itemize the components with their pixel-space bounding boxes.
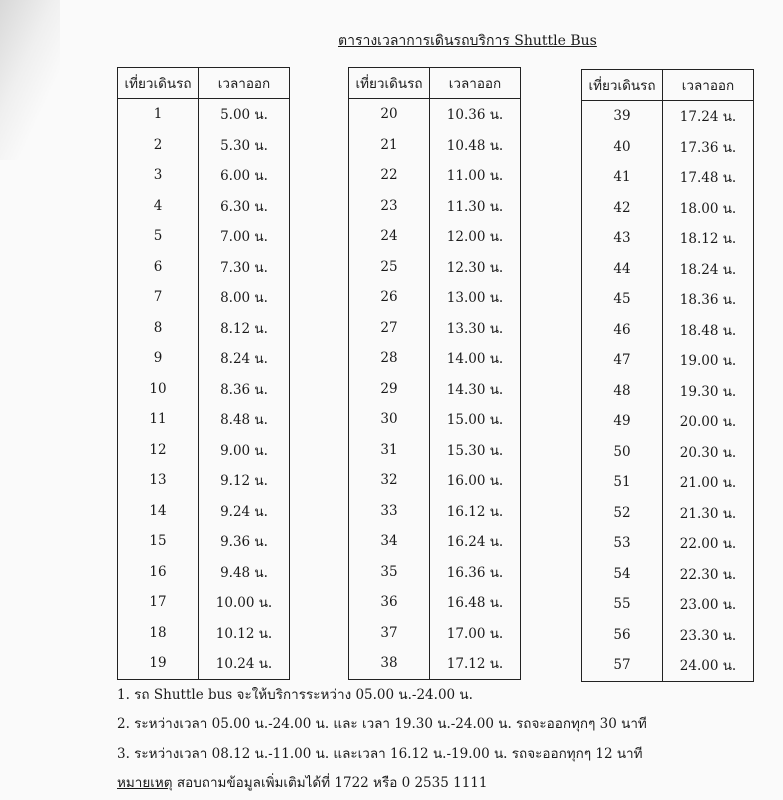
table-row bbox=[118, 587, 290, 618]
trip-number: 34 bbox=[349, 526, 430, 557]
trip-number: 43 bbox=[582, 223, 663, 254]
header-time: เวลาออก bbox=[663, 70, 754, 101]
table-row bbox=[118, 282, 290, 313]
table-row bbox=[582, 193, 754, 224]
departure-time: 16.00 น. bbox=[430, 465, 521, 496]
trip-number: 45 bbox=[582, 284, 663, 315]
schedule-table-2 bbox=[348, 67, 521, 680]
header-time: เวลาออก bbox=[430, 68, 521, 99]
departure-time: 20.30 น. bbox=[663, 437, 754, 468]
table-row bbox=[118, 465, 290, 496]
departure-time: 17.48 น. bbox=[663, 162, 754, 193]
trip-number: 7 bbox=[118, 282, 199, 313]
table-row bbox=[118, 618, 290, 649]
table-row bbox=[349, 587, 521, 618]
departure-time: 22.00 น. bbox=[663, 528, 754, 559]
departure-time: 12.30 น. bbox=[430, 252, 521, 283]
trip-number: 50 bbox=[582, 437, 663, 468]
trip-number: 40 bbox=[582, 132, 663, 163]
trip-number: 26 bbox=[349, 282, 430, 313]
table-row bbox=[582, 650, 754, 681]
table-row bbox=[349, 130, 521, 161]
table-row bbox=[582, 345, 754, 376]
trip-number: 17 bbox=[118, 587, 199, 618]
trip-number: 42 bbox=[582, 193, 663, 224]
table-row bbox=[349, 191, 521, 222]
departure-time: 11.00 น. bbox=[430, 160, 521, 191]
departure-time: 21.00 น. bbox=[663, 467, 754, 498]
table-row bbox=[349, 313, 521, 344]
trip-number: 25 bbox=[349, 252, 430, 283]
table-row bbox=[582, 284, 754, 315]
departure-time: 9.00 น. bbox=[199, 435, 290, 466]
table-row bbox=[118, 313, 290, 344]
table-row bbox=[118, 404, 290, 435]
trip-number: 28 bbox=[349, 343, 430, 374]
trip-number: 33 bbox=[349, 496, 430, 527]
departure-time: 10.12 น. bbox=[199, 618, 290, 649]
remark-label: หมายเหตุ bbox=[117, 775, 173, 791]
table-row bbox=[118, 160, 290, 191]
table-row bbox=[582, 101, 754, 132]
trip-number: 31 bbox=[349, 435, 430, 466]
table-row bbox=[118, 374, 290, 405]
table-row bbox=[349, 557, 521, 588]
table-row bbox=[582, 376, 754, 407]
table-row bbox=[349, 465, 521, 496]
trip-number: 23 bbox=[349, 191, 430, 222]
trip-number: 22 bbox=[349, 160, 430, 191]
table-row bbox=[582, 528, 754, 559]
table-row bbox=[118, 99, 290, 130]
departure-time: 6.00 น. bbox=[199, 160, 290, 191]
trip-number: 10 bbox=[118, 374, 199, 405]
departure-time: 18.36 น. bbox=[663, 284, 754, 315]
trip-number: 20 bbox=[349, 99, 430, 130]
departure-time: 10.00 น. bbox=[199, 587, 290, 618]
table-row bbox=[582, 406, 754, 437]
departure-time: 16.48 น. bbox=[430, 587, 521, 618]
table-row bbox=[582, 589, 754, 620]
trip-number: 37 bbox=[349, 618, 430, 649]
header-trip: เที่ยวเดินรถ bbox=[349, 68, 430, 99]
departure-time: 19.30 น. bbox=[663, 376, 754, 407]
trip-number: 14 bbox=[118, 496, 199, 527]
trip-number: 24 bbox=[349, 221, 430, 252]
trip-number: 54 bbox=[582, 559, 663, 590]
schedule-table-1 bbox=[117, 67, 290, 680]
table-row bbox=[349, 496, 521, 527]
departure-time: 18.24 น. bbox=[663, 254, 754, 285]
trip-number: 53 bbox=[582, 528, 663, 559]
trip-number: 36 bbox=[349, 587, 430, 618]
trip-number: 8 bbox=[118, 313, 199, 344]
departure-time: 17.24 น. bbox=[663, 101, 754, 132]
trip-number: 30 bbox=[349, 404, 430, 435]
departure-time: 13.00 น. bbox=[430, 282, 521, 313]
header-trip: เที่ยวเดินรถ bbox=[118, 68, 199, 99]
departure-time: 7.00 น. bbox=[199, 221, 290, 252]
table-row bbox=[582, 437, 754, 468]
trip-number: 1 bbox=[118, 99, 199, 130]
trip-number: 51 bbox=[582, 467, 663, 498]
departure-time: 18.48 น. bbox=[663, 315, 754, 346]
trip-number: 2 bbox=[118, 130, 199, 161]
trip-number: 19 bbox=[118, 648, 199, 679]
departure-time: 10.48 น. bbox=[430, 130, 521, 161]
table-row bbox=[118, 435, 290, 466]
trip-number: 44 bbox=[582, 254, 663, 285]
table-row bbox=[118, 496, 290, 527]
table-row bbox=[582, 254, 754, 285]
table-row bbox=[118, 526, 290, 557]
table-row bbox=[118, 191, 290, 222]
trip-number: 55 bbox=[582, 589, 663, 620]
trip-number: 9 bbox=[118, 343, 199, 374]
trip-number: 39 bbox=[582, 101, 663, 132]
departure-time: 15.00 น. bbox=[430, 404, 521, 435]
table-row bbox=[349, 648, 521, 679]
departure-time: 15.30 น. bbox=[430, 435, 521, 466]
table-row bbox=[582, 132, 754, 163]
table-row bbox=[118, 557, 290, 588]
departure-time: 9.48 น. bbox=[199, 557, 290, 588]
remark-text: สอบถามข้อมูลเพิ่มเติมได้ที่ 1722 หรือ 0 2535 1111 bbox=[176, 775, 488, 791]
departure-time: 16.24 น. bbox=[430, 526, 521, 557]
table-row bbox=[118, 130, 290, 161]
departure-time: 14.00 น. bbox=[430, 343, 521, 374]
departure-time: 18.00 น. bbox=[663, 193, 754, 224]
departure-time: 22.30 น. bbox=[663, 559, 754, 590]
departure-time: 17.12 น. bbox=[430, 648, 521, 679]
note-2: 2. ระหว่างเวลา 05.00 น.-24.00 น. และ เวลา 19.30 น.-24.00 น. รถจะออกทุกๆ 30 นาที bbox=[117, 716, 647, 732]
trip-number: 13 bbox=[118, 465, 199, 496]
page-title: ตารางเวลาการเดินรถบริการ Shuttle Bus bbox=[338, 33, 597, 49]
departure-time: 8.36 น. bbox=[199, 374, 290, 405]
trip-number: 47 bbox=[582, 345, 663, 376]
departure-time: 9.12 น. bbox=[199, 465, 290, 496]
departure-time: 24.00 น. bbox=[663, 650, 754, 681]
departure-time: 5.00 น. bbox=[199, 99, 290, 130]
departure-time: 16.12 น. bbox=[430, 496, 521, 527]
trip-number: 5 bbox=[118, 221, 199, 252]
departure-time: 5.30 น. bbox=[199, 130, 290, 161]
remark bbox=[117, 771, 487, 793]
departure-time: 21.30 น. bbox=[663, 498, 754, 529]
departure-time: 13.30 น. bbox=[430, 313, 521, 344]
trip-number: 38 bbox=[349, 648, 430, 679]
departure-time: 12.00 น. bbox=[430, 221, 521, 252]
departure-time: 9.36 น. bbox=[199, 526, 290, 557]
header-trip: เที่ยวเดินรถ bbox=[582, 70, 663, 101]
trip-number: 12 bbox=[118, 435, 199, 466]
header-time: เวลาออก bbox=[199, 68, 290, 99]
trip-number: 29 bbox=[349, 374, 430, 405]
departure-time: 23.30 น. bbox=[663, 620, 754, 651]
trip-number: 52 bbox=[582, 498, 663, 529]
table-row bbox=[349, 221, 521, 252]
trip-number: 27 bbox=[349, 313, 430, 344]
departure-time: 8.24 น. bbox=[199, 343, 290, 374]
departure-time: 10.36 น. bbox=[430, 99, 521, 130]
table-row bbox=[349, 435, 521, 466]
trip-number: 32 bbox=[349, 465, 430, 496]
table-row bbox=[118, 343, 290, 374]
departure-time: 8.48 น. bbox=[199, 404, 290, 435]
departure-time: 8.12 น. bbox=[199, 313, 290, 344]
table-row bbox=[582, 315, 754, 346]
departure-time: 9.24 น. bbox=[199, 496, 290, 527]
trip-number: 48 bbox=[582, 376, 663, 407]
table-row bbox=[349, 618, 521, 649]
departure-time: 14.30 น. bbox=[430, 374, 521, 405]
table-row bbox=[118, 221, 290, 252]
trip-number: 56 bbox=[582, 620, 663, 651]
table-row bbox=[349, 160, 521, 191]
trip-number: 35 bbox=[349, 557, 430, 588]
schedule-table-3 bbox=[581, 69, 754, 682]
departure-time: 16.36 น. bbox=[430, 557, 521, 588]
table-row bbox=[118, 252, 290, 283]
trip-number: 4 bbox=[118, 191, 199, 222]
trip-number: 11 bbox=[118, 404, 199, 435]
departure-time: 19.00 น. bbox=[663, 345, 754, 376]
trip-number: 18 bbox=[118, 618, 199, 649]
departure-time: 6.30 น. bbox=[199, 191, 290, 222]
note-1: 1. รถ Shuttle bus จะให้บริการระหว่าง 05.00 น.-24.00 น. bbox=[117, 687, 473, 703]
table-row bbox=[349, 374, 521, 405]
table-row bbox=[582, 620, 754, 651]
trip-number: 21 bbox=[349, 130, 430, 161]
trip-number: 57 bbox=[582, 650, 663, 681]
trip-number: 15 bbox=[118, 526, 199, 557]
table-row bbox=[582, 498, 754, 529]
departure-time: 11.30 น. bbox=[430, 191, 521, 222]
table-row bbox=[582, 467, 754, 498]
trip-number: 49 bbox=[582, 406, 663, 437]
table-row bbox=[582, 162, 754, 193]
table-row bbox=[349, 343, 521, 374]
departure-time: 10.24 น. bbox=[199, 648, 290, 679]
departure-time: 7.30 น. bbox=[199, 252, 290, 283]
trip-number: 46 bbox=[582, 315, 663, 346]
departure-time: 8.00 น. bbox=[199, 282, 290, 313]
table-row bbox=[349, 99, 521, 130]
departure-time: 17.36 น. bbox=[663, 132, 754, 163]
table-row bbox=[349, 526, 521, 557]
table-row bbox=[582, 559, 754, 590]
table-row bbox=[349, 282, 521, 313]
departure-time: 17.00 น. bbox=[430, 618, 521, 649]
table-row bbox=[118, 648, 290, 679]
table-row bbox=[349, 404, 521, 435]
departure-time: 20.00 น. bbox=[663, 406, 754, 437]
trip-number: 16 bbox=[118, 557, 199, 588]
note-3: 3. ระหว่างเวลา 08.12 น.-11.00 น. และเวลา 16.12 น.-19.00 น. รถจะออกทุกๆ 12 นาที bbox=[117, 746, 643, 762]
trip-number: 3 bbox=[118, 160, 199, 191]
table-row bbox=[582, 223, 754, 254]
table-row bbox=[349, 252, 521, 283]
departure-time: 18.12 น. bbox=[663, 223, 754, 254]
departure-time: 23.00 น. bbox=[663, 589, 754, 620]
trip-number: 6 bbox=[118, 252, 199, 283]
trip-number: 41 bbox=[582, 162, 663, 193]
page-corner-shadow bbox=[0, 0, 60, 160]
